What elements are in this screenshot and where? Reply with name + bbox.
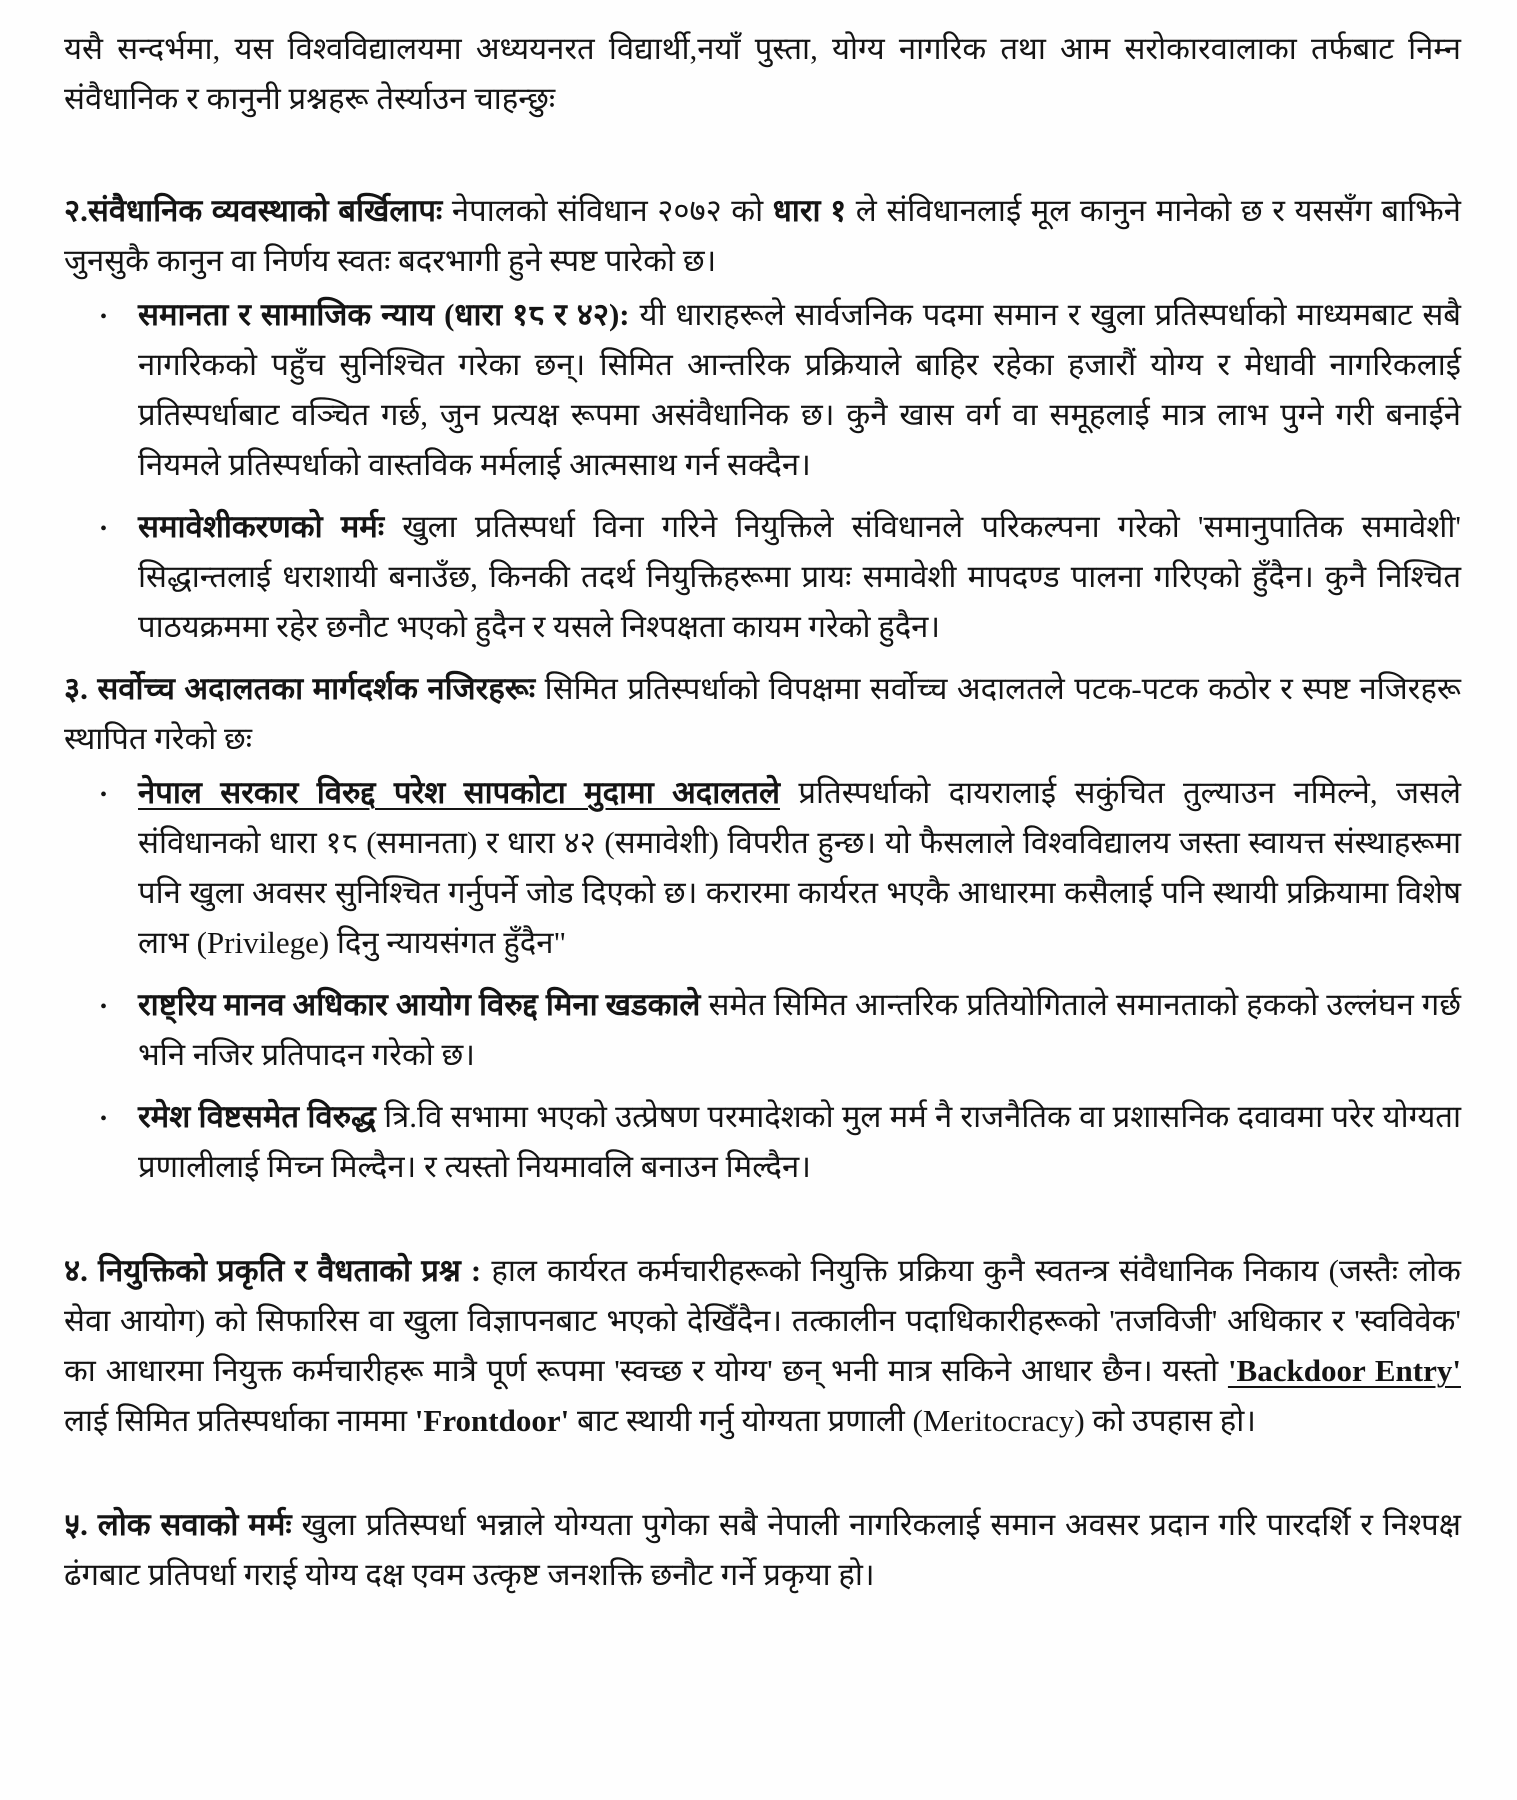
bullet-text-bista-case — [138, 1092, 1461, 1192]
text-run: नेपालको संविधान २०७२ को — [451, 193, 773, 228]
text-run: खुला प्रतिस्पर्धा भन्नाले योग्यता पुगेका सबै नेपाली नागरिकलाई समान अवसर प्रदान गरि पारदर्शि र निश्पक्ष ढंगबाट प्रतिपर्धा गराई योग्य दक्ष एवम उत्कृष्ट जनशक्ति छनौट गर्ने प्रकृया हो। — [64, 1507, 1461, 1592]
text-run: 'Backdoor Entry' — [1227, 1353, 1461, 1388]
text-run: बाट स्थायी गर्नु योग्यता प्रणाली (Meritocracy) को उपहास हो। — [569, 1403, 1257, 1438]
text-run: समानता र सामाजिक न्याय (धारा १८ र ४२): — [138, 297, 640, 332]
bullet-icon: • — [100, 996, 108, 1018]
text-run: ५. लोक सवाको मर्मः — [64, 1507, 302, 1542]
text-run: लाई सिमित प्रतिस्पर्धाका नाममा — [64, 1403, 415, 1438]
bullet-icon: • — [100, 306, 108, 328]
section-4-paragraph — [64, 1246, 1461, 1446]
section-2-bullet-list — [64, 290, 1461, 652]
list-item — [100, 290, 1461, 490]
bullet-icon: • — [100, 1108, 108, 1130]
text-run: त्रि.वि सभामा भएको उत्प्रेषण परमादेशको मुल मर्म नै राजनैतिक वा प्रशासनिक दवावमा परेर योग्यता प्रणालीलाई मिच्न मिल्दैन। र त्यस्तो नियमावलि बनाउन मिल्दैन। — [138, 1099, 1461, 1184]
bullet-icon: • — [100, 784, 108, 806]
text-run: 'Frontdoor' — [414, 1403, 570, 1438]
section-5-paragraph — [64, 1500, 1461, 1600]
section-3-bullet-list — [64, 768, 1461, 1192]
text-run: हाल कार्यरत कर्मचारीहरूको नियुक्ति प्रक्रिया कुनै स्वतन्त्र संवैधानिक निकाय (जस्तैः लोक सेवा आयोग) को सिफारिस वा खुला विज्ञापनबाट भएको देखिँदैन। तत्कालीन पदाधिकारीहरूको 'तजविजी' अधिकार र 'स्वविवेक' का आधारमा नियुक्त कर्मचारीहरू मात्रै पूर्ण रूपमा 'स्वच्छ र योग्य' छन् भनी मात्र सकिने आधार छैन। यस्तो — [64, 1253, 1461, 1388]
text-run: समेत सिमित आन्तरिक प्रतियोगिताले समानताको हकको उल्लंघन गर्छ भनि नजिर प्रतिपादन गरेको छ। — [138, 987, 1461, 1072]
text-run: प्रतिस्पर्धाको दायरालाई सकुंचित तुल्याउन नमिल्ने, जसले संविधानको धारा १८ (समानता) र धारा ४२ (समावेशी) विपरीत हुन्छ। यो फैसलाले विश्वविद्यालय जस्ता स्वायत्त संस्थाहरूमा पनि खुला अवसर सुनिश्चित गर्नुपर्ने जोड दिएको छ। करारमा कार्यरत भएकै आधारमा कसैलाई पनि स्थायी प्रक्रियामा विशेष लाभ (Privilege) दिनु न्यायसंगत हुँदैन" — [138, 775, 1461, 960]
list-item — [100, 1092, 1461, 1192]
text-run: धारा १ — [772, 193, 847, 228]
bullet-icon: • — [100, 518, 108, 540]
bullet-text-inclusion — [138, 502, 1461, 652]
text-run: रमेश विष्टसमेत विरुद्ध — [138, 1099, 376, 1134]
text-run: यसै सन्दर्भमा, यस विश्वविद्यालयमा अध्ययनरत विद्यार्थी,नयाँ पुस्ता, योग्य नागरिक तथा आम सरोकारवालाका तर्फबाट निम्न संवैधानिक र कानुनी प्रश्नहरू तेर्स्याउन चाहन्छुः — [64, 31, 1461, 116]
intro-paragraph — [64, 24, 1461, 124]
text-run: सिमित प्रतिस्पर्धाको विपक्षमा सर्वोच्च अदालतले पटक-पटक कठोर र स्पष्ट नजिरहरू स्थापित गरेको छः — [64, 671, 1462, 756]
bullet-text-sapkota-case — [138, 768, 1461, 968]
text-run: नेपाल सरकार विरुद्द परेश सापकोटा मुदामा अदालतले — [138, 775, 780, 810]
section-2-paragraph — [64, 186, 1461, 286]
text-run: राष्ट्रिय मानव अधिकार आयोग विरुद्द मिना खडकाले — [138, 987, 701, 1022]
text-run: समावेशीकरणको मर्मः — [138, 509, 403, 544]
bullet-text-khadka-case — [138, 980, 1461, 1080]
list-item — [100, 980, 1461, 1080]
text-run: २.संवैधानिक व्यवस्थाको बर्खिलापः — [64, 193, 452, 228]
text-run: खुला प्रतिस्पर्धा विना गरिने नियुक्तिले संविधानले परिकल्पना गरेको 'समानुपातिक समावेशी' सिद्धान्तलाई धराशायी बनाउँछ, किनकी तदर्थ नियुक्तिहरूमा प्रायः समावेशी मापदण्ड पालना गरिएको हुँदैन। कुनै निश्चित पाठयक्रममा रहेर छनौट भएको हुदैन र यसले निश्पक्षता कायम गरेको हुदैन। — [138, 509, 1461, 644]
section-3-paragraph — [64, 664, 1461, 764]
text-run: यी धाराहरूले सार्वजनिक पदमा समान र खुला प्रतिस्पर्धाको माध्यमबाट सबै नागरिकको पहुँच सुनिश्चित गरेका छन्। सिमित आन्तरिक प्रक्रियाले बाहिर रहेका हजारौं योग्य र मेधावी नागरिकलाई प्रतिस्पर्धाबाट वञ्चित गर्छ, जुन प्रत्यक्ष रूपमा असंवैधानिक छ। कुनै खास वर्ग वा समूहलाई मात्र लाभ पुग्ने गरी बनाईने नियमले प्रतिस्पर्धाको वास्तविक मर्मलाई आत्मसाथ गर्न सक्दैन। — [138, 297, 1462, 482]
list-item — [100, 502, 1461, 652]
list-item — [100, 768, 1461, 968]
text-run: ३. सर्वोच्च अदालतका मार्गदर्शक नजिरहरूः — [64, 671, 545, 706]
bullet-text-equality — [138, 290, 1461, 490]
text-run: ले संविधानलाई मूल कानुन मानेको छ र यससँग बाझिने जुनसुकै कानुन वा निर्णय स्वतः बदरभागी हुने स्पष्ट पारेको छ। — [64, 193, 1461, 278]
text-run: ४. नियुक्तिको प्रकृति र वैधताको प्रश्न : — [64, 1253, 482, 1288]
